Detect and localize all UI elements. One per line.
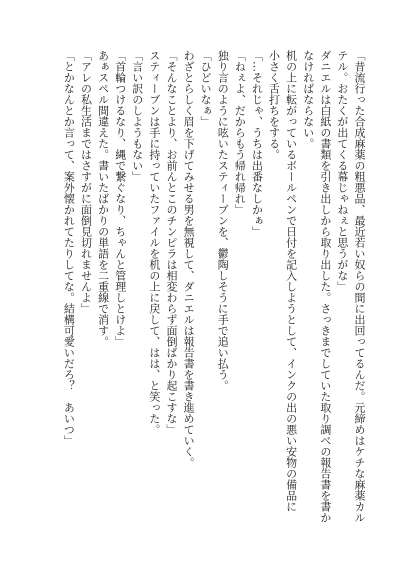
text-line: ダニエルは白紙の書類を引き出しから取り出した。さっきまでしていた取り調べの報告書を書か [318,50,332,523]
text-line: 「言い訳のしようもない」 [130,50,144,182]
text-line: 「ねぇよ、だからもう帰れ帰れ」 [233,50,247,215]
text-line: テル。おたくが出てくる幕じゃねぇと思うがな」 [335,50,349,292]
text-line: 「そんなことより、お前んとこのチンピラは相変わらず面倒ばかり起こすな」 [164,50,178,435]
text-line: あぁスペル間違えた。書いたばかりの単語を二重線で消す。 [96,50,110,347]
text-line: 机の上に転がっているボールペンで日付を記入しようとして、インクの出の悪い安物の備品に [284,50,298,512]
text-line: 小さく舌打ちをする。 [267,50,281,160]
text-line: 「とかなんとか言って、案外懐かれてたりしてな。結構可愛いだろ？ あいつ」 [62,50,76,446]
text-line: 「首輪つけるなり、縄で繋ぐなり、ちゃんと管理しとけよ」 [113,50,127,347]
text-line: スティーブンは手に持っていたファイルを机の上に戻して、はは、と笑った。 [147,50,161,435]
text-line: 「…それじゃ、うちは出番なしかぁ」 [250,50,264,237]
text-line: わざとらしく眉を下げてみせる男を無視して、ダニエルは報告書を書き進めていく。 [182,50,196,468]
vertical-text-body [42,50,368,530]
text-line: 「昔流行った合成麻薬の粗悪品、最近若い奴らの間に出回ってるんだ。元締めはケチな麻薬カル [353,50,366,523]
text-line: 独り言のように呟いたスティーブンを、鬱陶しそうに手で追い払う。 [216,50,230,391]
text-line: 「ひどいなぁ」 [199,50,213,127]
text-line: なければならない。 [301,50,315,149]
text-line: 「アレの私生活まではさすがに面倒見切れませんよ」 [79,50,93,314]
